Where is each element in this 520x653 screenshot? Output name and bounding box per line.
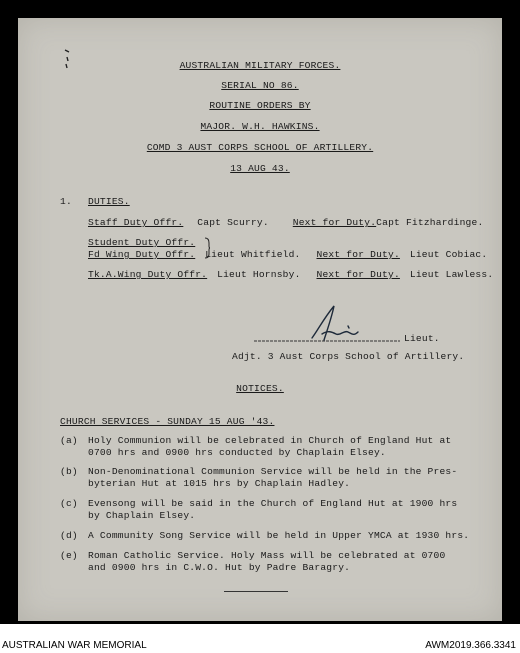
- footer-right: AWM2019.366.3341: [425, 640, 516, 651]
- archive-footer: [0, 624, 520, 653]
- duty-name: Lieut Whitfield.: [205, 249, 301, 260]
- document-page: [18, 18, 502, 621]
- signature-title: Adjt. 3 Aust Corps School of Artillery.: [232, 351, 465, 362]
- duty-next-name: Lieut Lawless.: [409, 269, 494, 280]
- header-line-2: SERIAL NO 86.: [221, 80, 299, 91]
- duty-role: Staff Duty Offr.: [88, 217, 184, 228]
- notice-item-text: Holy Communion will be celebrated in Church of England Hut at: [88, 435, 452, 446]
- header-line-3: ROUTINE ORDERS BY: [209, 100, 311, 111]
- duty-next-label: Next for Duty.: [316, 269, 400, 280]
- notice-item-text: and 0900 hrs in C.W.O. Hut by Padre Baragry.: [88, 562, 351, 573]
- duty-row-fd-wing: [88, 249, 487, 260]
- handwritten-signature: [252, 300, 402, 346]
- duty-row-tk-wing: [88, 269, 493, 280]
- duty-next-label: Next for Duty.: [316, 249, 400, 260]
- notice-item-text: Roman Catholic Service. Holy Mass will be celebrated at 0700: [88, 550, 446, 561]
- duties-heading: DUTIES.: [88, 196, 130, 207]
- header-date: 13 AUG 43.: [230, 163, 290, 174]
- signature-rank: Lieut.: [404, 333, 440, 344]
- notice-item-text: byterian Hut at 1015 hrs by Chaplain Hadley.: [88, 478, 351, 489]
- header-line-4: MAJOR. W.H. HAWKINS.: [200, 121, 320, 132]
- notice-item-text: Evensong will be said in the Church of England Hut at 1900 hrs: [88, 498, 458, 509]
- notice-item-text: A Community Song Service will be held in Upper YMCA at 1930 hrs.: [88, 530, 470, 541]
- notices-heading: NOTICES.: [236, 383, 284, 394]
- duty-name: Capt Scurry.: [197, 217, 269, 228]
- duty-row-student: [88, 237, 195, 248]
- closing-rule: [224, 591, 288, 592]
- notice-item-text: 0700 hrs and 0900 hrs conducted by Chaplain Elsey.: [88, 447, 386, 458]
- header-line-1: AUSTRALIAN MILITARY FORCES.: [179, 60, 341, 71]
- notice-item-label: (a): [60, 435, 78, 446]
- footer-left: AUSTRALIAN WAR MEMORIAL: [2, 640, 147, 651]
- duty-next-name: Lieut Cobiac.: [409, 249, 488, 260]
- duty-row-staff: [88, 217, 483, 228]
- duty-next-label: Next for Duty.: [292, 217, 377, 228]
- notice-item-label: (c): [60, 498, 78, 509]
- notice-item-text: Non-Denominational Communion Service will be held in the Pres-: [88, 466, 458, 477]
- notice-item-label: (e): [60, 550, 78, 561]
- church-services-heading: CHURCH SERVICES - SUNDAY 15 AUG '43.: [60, 416, 275, 427]
- notice-item-text: by Chaplain Elsey.: [88, 510, 196, 521]
- notice-item-label: (d): [60, 530, 78, 541]
- bracket-mark: [204, 237, 210, 259]
- duty-role: Student Duty Offr.: [88, 237, 196, 248]
- duties-number: 1.: [60, 196, 72, 207]
- duty-name: Lieut Hornsby.: [217, 269, 301, 280]
- header-line-5: COMD 3 AUST CORPS SCHOOL OF ARTILLERY.: [146, 142, 374, 153]
- duty-next-name: Capt Fitzhardinge.: [376, 217, 484, 228]
- duty-role: Tk.A.Wing Duty Offr.: [88, 269, 208, 280]
- duty-role: Fd Wing Duty Offr.: [88, 249, 196, 260]
- notice-item-label: (b): [60, 466, 78, 477]
